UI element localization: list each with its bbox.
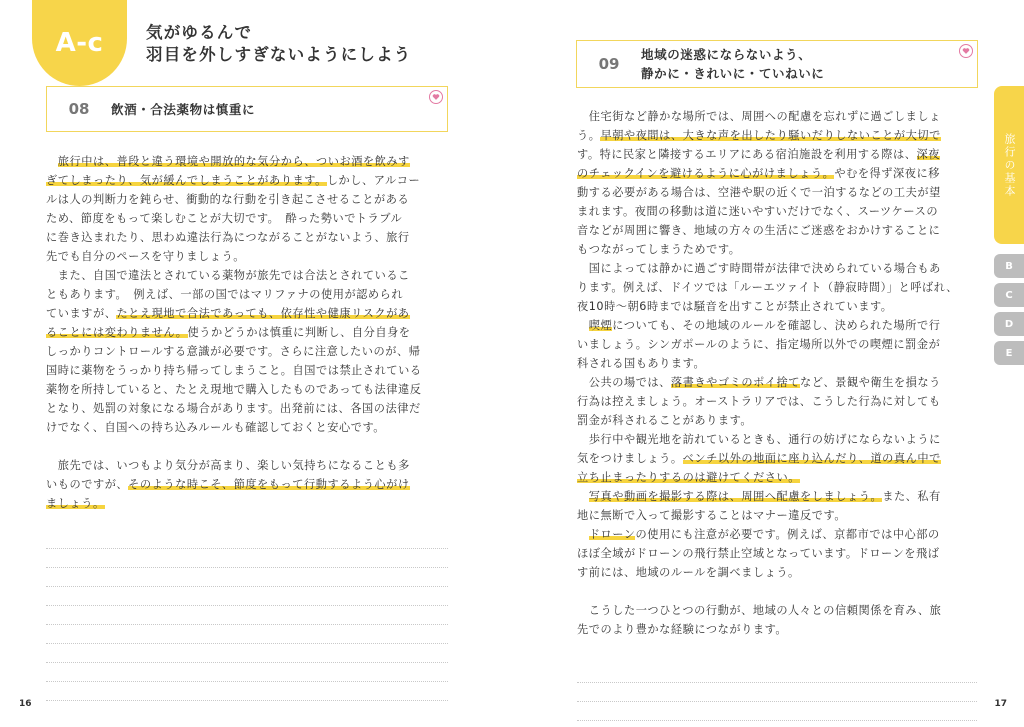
body-text-segment: いものですが、 — [46, 478, 129, 491]
body-text-segment: 罰金が科されることがあります。 — [577, 414, 753, 427]
body-line — [577, 145, 979, 164]
chapter-title — [146, 22, 486, 66]
body-line — [577, 563, 979, 582]
body-line — [577, 335, 979, 354]
body-line — [46, 304, 450, 323]
section-title — [641, 45, 824, 83]
body-line — [577, 316, 979, 335]
body-line — [577, 164, 979, 183]
body-line — [577, 392, 979, 411]
body-text-segment: ほぼ全域がドローンの飛行禁止空域となっています。ドローンを飛ば — [577, 547, 940, 560]
body-line — [577, 620, 979, 639]
highlighted-text: ベンチ以外の地面に座り込んだり、道の真ん中で — [682, 452, 941, 465]
body-line — [577, 354, 979, 373]
body-line — [46, 456, 450, 475]
body-text-segment: 地に無断で入って撮影することはマナー違反です。 — [577, 509, 847, 522]
body-text-segment — [46, 155, 58, 168]
body-line — [577, 240, 979, 259]
body-line — [46, 285, 450, 304]
body-text-segment: しっかりコントロールする意識が必要です。さらに注意したいのが、帰 — [46, 345, 421, 358]
body-text-segment: 使うかどうかは慎重に判断し、自分自身を — [187, 326, 411, 339]
body-text-segment: しかし、アルコー — [326, 174, 421, 187]
body-text-segment: 先でも自分のペースを守りましょう。 — [46, 250, 245, 263]
body-text-segment: 音などが周囲に響き、地域の方々の生活にご迷惑をおかけすることに — [577, 224, 941, 237]
body-line — [577, 259, 979, 278]
body-line — [577, 221, 979, 240]
section-body-08 — [46, 152, 450, 513]
body-text-segment: いましょう。シンガポールのように、指定場所以外での喫煙に罰金が — [577, 338, 941, 351]
body-line — [577, 126, 979, 145]
body-line — [577, 107, 979, 126]
body-line — [577, 202, 979, 221]
body-text-segment: また、自国で違法とされている薬物が旅先では合法とされているこ — [46, 269, 410, 282]
body-line — [46, 209, 450, 228]
page-number: 16 — [19, 699, 32, 709]
highlighted-text: ドローン — [588, 528, 636, 541]
body-line — [46, 247, 450, 266]
body-line — [577, 601, 979, 620]
side-tab-c[interactable]: C — [994, 283, 1024, 307]
section-number: 09 — [598, 55, 620, 73]
body-text-segment — [577, 319, 589, 332]
body-text-segment: 夜10時～朝6時までは騒音を出すことが禁止されています。 — [577, 300, 893, 313]
body-line — [46, 190, 450, 209]
body-text-segment: の使用にも注意が必要です。例えば、京都市では中心部の — [635, 528, 940, 541]
body-text-segment: う。 — [577, 129, 601, 142]
body-line — [577, 373, 979, 392]
body-line — [577, 297, 979, 316]
body-text-segment: 旅先では、いつもより気分が高まり、楽しい気持ちになることも多 — [46, 459, 410, 472]
body-text-segment: もつながってしまうためです。 — [577, 243, 741, 256]
body-line — [46, 228, 450, 247]
body-line — [46, 152, 450, 171]
highlighted-text: そのような時こそ、節度をもって行動するよう心がけ — [128, 478, 410, 491]
body-line — [577, 411, 979, 430]
body-text-segment: 行為は控えましょう。オーストラリアでは、こうした行為に対しても — [577, 395, 941, 408]
body-text-segment: ため、節度をもって楽しむことが大切です。 酔った勢いでトラブル — [46, 212, 403, 225]
body-text-segment: など、景観や衛生を損なう — [800, 376, 941, 389]
body-line — [46, 361, 450, 380]
chapter-badge — [32, 0, 127, 86]
side-tab-e[interactable]: E — [994, 341, 1024, 365]
side-tab-d[interactable]: D — [994, 312, 1024, 336]
body-text-segment: ります。例えば、ドイツでは「ルーエツァイト（静寂時間）」と呼ばれ、 — [577, 281, 958, 294]
body-text-segment: 先でのより豊かな経験につながります。 — [577, 623, 788, 636]
body-text-segment: けでなく、自国への持ち込みルールも確認しておくと安心です。 — [46, 421, 386, 434]
body-line — [46, 380, 450, 399]
body-line — [46, 342, 450, 361]
highlighted-text: 深夜 — [916, 148, 940, 161]
section-header-09 — [576, 40, 978, 88]
note-lines — [577, 664, 977, 721]
body-line — [46, 171, 450, 190]
highlighted-text: 早朝や夜間は、大きな声を出したり騒いだりしないことが大切で — [600, 129, 941, 142]
body-line — [46, 494, 450, 513]
body-text-segment: 住宅街など静かな場所では、周囲への配慮を忘れずに過ごしましょ — [577, 110, 941, 123]
body-line — [577, 430, 979, 449]
body-line — [46, 399, 450, 418]
body-text-segment: また、私有 — [882, 490, 941, 503]
body-text-segment: 科される国もあります。 — [577, 357, 706, 370]
body-line — [577, 525, 979, 544]
body-text-segment: についても、その地域のルールを確認し、決められた場所で行 — [612, 319, 941, 332]
heart-icon — [959, 44, 973, 58]
body-text-segment — [577, 490, 589, 503]
highlighted-text: 立ち止まったりするのは避けてください。 — [577, 471, 801, 484]
body-line — [577, 544, 979, 563]
section-body-09 — [577, 107, 979, 639]
highlighted-text: ましょう。 — [46, 497, 105, 510]
section-title-line: 静かに・きれいに・ていねいに — [641, 66, 825, 81]
body-line — [46, 418, 450, 437]
body-text-segment: ていますが、 — [46, 307, 117, 320]
highlighted-text: のチェックインを避けるように心がけましょう。 — [577, 167, 835, 180]
body-text-segment: 気をつけましょう。 — [577, 452, 683, 465]
highlighted-text: ることには変わりません。 — [46, 326, 188, 339]
body-line — [46, 475, 450, 494]
body-line — [577, 487, 979, 506]
body-text-segment: 歩行中や観光地を訪れているときも、通行の妨げにならないように — [577, 433, 941, 446]
section-number: 08 — [68, 100, 90, 118]
section-title: 飲酒・合法薬物は慎重に — [111, 101, 256, 117]
body-text-segment: こうした一つひとつの行動が、地域の人々との信頼関係を育み、旅 — [577, 604, 942, 617]
body-line — [577, 183, 979, 202]
body-line — [577, 449, 979, 468]
body-text-segment: やむを得ず深夜に移 — [834, 167, 940, 180]
body-text-segment: 国によっては静かに過ごす時間帯が法律で決められている場合もあ — [577, 262, 941, 275]
side-tab-label: 旅行の基本 — [1003, 132, 1016, 198]
highlighted-text: ぎてしまったり、気が緩んでしまうことがあります。 — [46, 174, 327, 187]
highlighted-text: たとえ現地で合法であっても、依存性や健康リスクがあ — [116, 307, 410, 320]
body-line — [577, 506, 979, 525]
body-line — [46, 323, 450, 342]
body-text-segment: ルは人の判断力を鈍らせ、衝動的な行動を引き起こさせることがある — [46, 193, 410, 206]
body-text-segment: ともあります。 例えば、一部の国ではマリファナの使用が認められ — [46, 288, 404, 301]
page-number: 17 — [994, 699, 1007, 709]
side-tab-basics[interactable] — [994, 86, 1024, 244]
highlighted-text: 旅行中は、普段と違う環境や開放的な気分から、ついお酒を飲みす — [57, 155, 410, 168]
body-line — [577, 468, 979, 487]
highlighted-text: 写真や動画を撮影する際は、周囲へ配慮をしましょう。 — [588, 490, 883, 503]
body-text-segment: に巻き込まれたり、思わぬ違法行為につながることがないよう、旅行 — [46, 231, 410, 244]
body-text-segment: まれます。夜間の移動は道に迷いやすいだけでなく、スーツケースの — [577, 205, 939, 218]
highlighted-text: 喫煙 — [588, 319, 613, 332]
body-text-segment: となり、処罰の対象になる場合があります。出発前には、各国の法律だ — [46, 402, 421, 415]
side-tab-b[interactable]: B — [994, 254, 1024, 278]
body-text-segment — [577, 528, 589, 541]
highlighted-text: 落書きやゴミのポイ捨て — [670, 376, 801, 389]
body-text-segment: 動する必要がある場合は、空港や駅の近くで一泊するなどの工夫が望 — [577, 186, 941, 199]
chapter-badge-label: A-c — [55, 28, 104, 58]
body-text-segment: す。特に民家と隣接するエリアにある宿泊施設を利用する際は、 — [577, 148, 917, 161]
body-line — [46, 266, 450, 285]
body-text-segment: 国時に薬物をうっかり持ち帰ってしまうこと。自国では禁止されている — [46, 364, 422, 377]
section-title-line: 地域の迷惑にならないよう、 — [641, 47, 812, 62]
section-header-08 — [46, 86, 448, 132]
body-line — [577, 278, 979, 297]
body-text-segment: 薬物を所持していると、たとえ現地で購入したものであっても法律違反 — [46, 383, 422, 396]
body-text-segment: 公共の場では、 — [577, 376, 671, 389]
heart-icon — [429, 90, 443, 104]
chapter-title-line: 気がゆるんで — [146, 23, 253, 42]
note-lines — [46, 530, 448, 701]
chapter-title-line: 羽目を外しすぎないようにしよう — [146, 45, 412, 64]
body-text-segment: す前には、地域のルールを調べましょう。 — [577, 566, 800, 579]
